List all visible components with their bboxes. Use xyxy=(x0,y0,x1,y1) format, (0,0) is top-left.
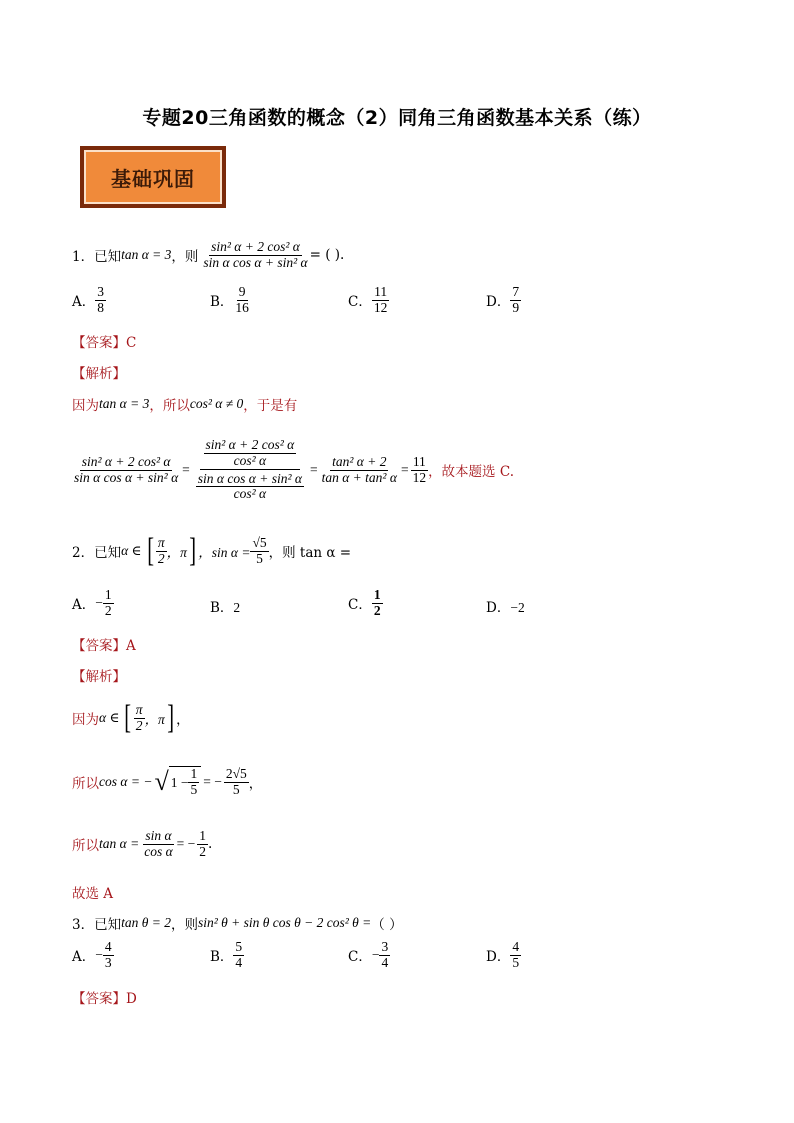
question-3-stem: 3．已知 tan θ = 2 ，则 sin² θ + sin θ cos θ − 2 cos² θ = （ ） xyxy=(72,915,403,933)
q2-final: 故选 A xyxy=(72,886,114,902)
q2-choice-b: B．2 xyxy=(210,600,241,616)
q3-choice-a: A． − $\frac{4}{3}$ xyxy=(72,939,112,970)
q3-choice-d: D． $\frac{4}{5}$ xyxy=(486,939,520,970)
q2-solution-line2: 所以 cos α = − √ 1 − $\frac{1}{5}$ = − $\frac{2√5}{5}$ ， xyxy=(72,765,263,797)
q1-analysis-tag: 【解析】 xyxy=(72,366,126,382)
q3-choice-c: C． − $\frac{3}{4}$ xyxy=(348,939,389,970)
q1-answer: 【答案】C xyxy=(72,335,137,351)
banner-label: 基础巩固 xyxy=(111,166,195,191)
q2-choice-d: D．−2 xyxy=(486,600,525,616)
q1-choice-d: D． $\frac{7}{9}$ xyxy=(486,284,520,315)
q2-solution-line1: 因为 α ∈ [ $\frac{\pi}{2}$ ，π ] ， xyxy=(72,699,190,736)
q1-solution-line1: 因为 tan α = 3 ，所以 cos² α ≠ 0 ，于是有 xyxy=(72,396,298,414)
q2-analysis-tag: 【解析】 xyxy=(72,669,126,685)
q1-choice-a: A． $\frac{3}{8}$ xyxy=(72,284,104,315)
q1-expression: $\frac{\text{sin² α + 2 cos² α}}{\text{sin α cos α + sin² α}}$ xyxy=(203,238,308,270)
q1-main-equation: $\frac{\text{sin² α + 2 cos² α}}{\text{sin α cos α + sin² α}}$ = $\frac{\frac{\text{sin² α + 2 cos² α}}{\text{cos² α}}}{\frac{\text{sin α cos α + sin² α}}{\text{cos² α}}}$ = $\frac{\text{tan² α + 2}}{\text{tan α + tan² α}}$ = $\frac{11}{12}$ ，故本题选 C. xyxy=(74,436,514,502)
q2-choice-a: A． − $\frac{1}{2}$ xyxy=(72,587,112,618)
question-2-stem: 2．已知 α ∈ [ $\frac{\pi}{2}$ ，π ] ，sin α = $\frac{√5}{5}$ ，则 tan α = xyxy=(72,532,352,569)
q2-solution-line3: 所以 tan α = $\frac{\text{sin α}}{\text{cos α}}$ = − $\frac{1}{2}$ . xyxy=(72,827,213,859)
page-title: 专题20三角函数的概念（2）同角三角函数基本关系（练） xyxy=(142,107,652,129)
q2-answer: 【答案】A xyxy=(72,638,136,654)
q3-answer: 【答案】D xyxy=(72,991,137,1007)
section-banner xyxy=(80,146,226,208)
q3-choice-b: B． $\frac{5}{4}$ xyxy=(210,939,243,970)
q2-choice-c: C． $\frac{1}{2}$ xyxy=(348,587,381,618)
question-1-stem: 1．已知 tan α = 3 ，则 $\frac{\text{sin² α + 2 cos² α}}{\text{sin α cos α + sin² α}}$ = ( ). xyxy=(72,238,345,270)
q1-choice-c: C． $\frac{11}{12}$ xyxy=(348,284,388,315)
q1-choice-b: B． $\frac{9}{16}$ xyxy=(210,284,249,315)
